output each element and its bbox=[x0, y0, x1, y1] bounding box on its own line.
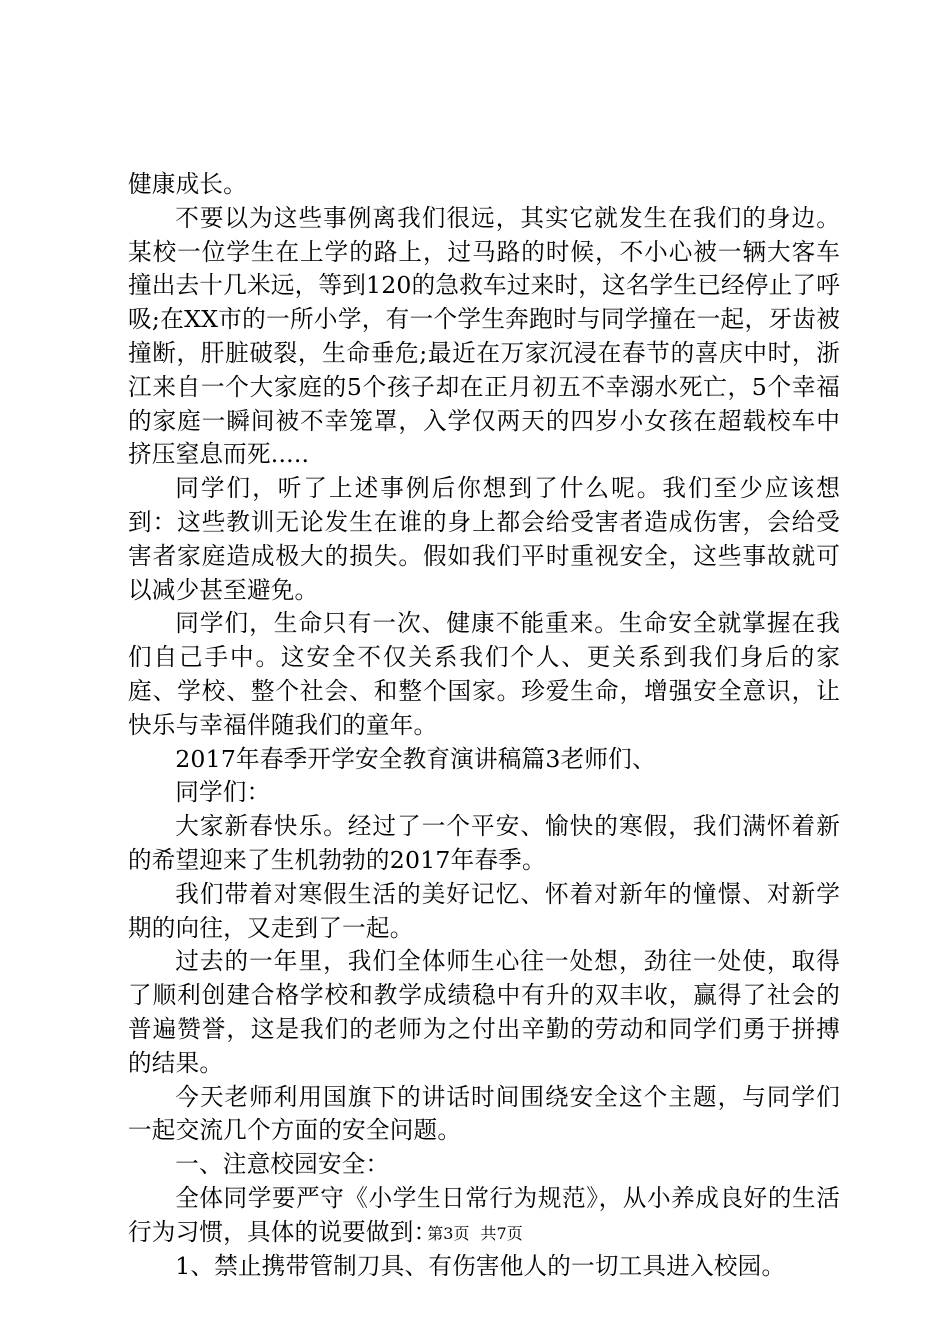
salutation: 同学们： bbox=[175, 778, 271, 807]
paragraph: 健康成长。 bbox=[128, 170, 247, 198]
page-total: 共7页 bbox=[480, 1224, 523, 1243]
paragraph: 不要以为这些事例离我们很远，其实它就发生在我们的身边。某校一位学生在上学的路上，过马路的时候，不小心被一辆大客车撞出去十几米远，等到120的急救车过来时，这名学生已经停止了呼吸;在XX市的一所小学，有一个学生奔跑时与同学撞在一起，牙齿被撞断，肝脏破裂，生命垂危;最近在万家沉浸在春节的喜庆中时，浙江来自一个大家庭的5个孩子却在正月初五不幸溺水死亡，5个幸福的家庭一瞬间被不幸笼罩，入学仅两天的四岁小女孩在超载校车中挤压窒息而死..... bbox=[128, 203, 840, 469]
paragraph: 今天老师利用国旗下的讲话时间围绕安全这个主题，与同学们一起交流几个方面的安全问题。 bbox=[128, 1082, 840, 1145]
paragraph: 全体同学要严守《小学生日常行为规范》，从小养成良好的生活行为习惯，具体的说要做到： bbox=[128, 1183, 840, 1246]
paragraph: 过去的一年里，我们全体师生心往一处想，劲往一处使，取得了顺利创建合格学校和教学成绩稳中有升的双丰收，赢得了社会的普遍赞誉，这是我们的老师为之付出辛勤的劳动和同学们勇于拼搏的结果。 bbox=[128, 947, 840, 1077]
document-body bbox=[128, 168, 840, 1283]
page-footer bbox=[0, 1224, 950, 1244]
list-item: 1、禁止携带管制刀具、有伤害他人的一切工具进入校园。 bbox=[175, 1251, 786, 1280]
section-heading: 2017年春季开学安全教育演讲稿篇3老师们、 bbox=[175, 744, 656, 773]
paragraph: 同学们，生命只有一次、健康不能重来。生命安全就掌握在我们自己手中。这安全不仅关系我们个人、更关系到我们身后的家庭、学校、整个社会、和整个国家。珍爱生命，增强安全意识，让快乐与幸福伴随我们的童年。 bbox=[128, 609, 840, 739]
page-number: 第3页 bbox=[427, 1224, 470, 1243]
paragraph: 我们带着对寒假生活的美好记忆、怀着对新年的憧憬、对新学期的向往，又走到了一起。 bbox=[128, 879, 840, 942]
paragraph: 大家新春快乐。经过了一个平安、愉快的寒假，我们满怀着新的希望迎来了生机勃勃的2017年春季。 bbox=[128, 812, 840, 874]
subsection-heading: 一、注意校园安全： bbox=[175, 1150, 390, 1179]
paragraph: 同学们，听了上述事例后你想到了什么呢。我们至少应该想到：这些教训无论发生在谁的身上都会给受害者造成伤害，会给受害者家庭造成极大的损失。假如我们平时重视安全，这些事故就可以减少甚至避免。 bbox=[128, 474, 840, 604]
